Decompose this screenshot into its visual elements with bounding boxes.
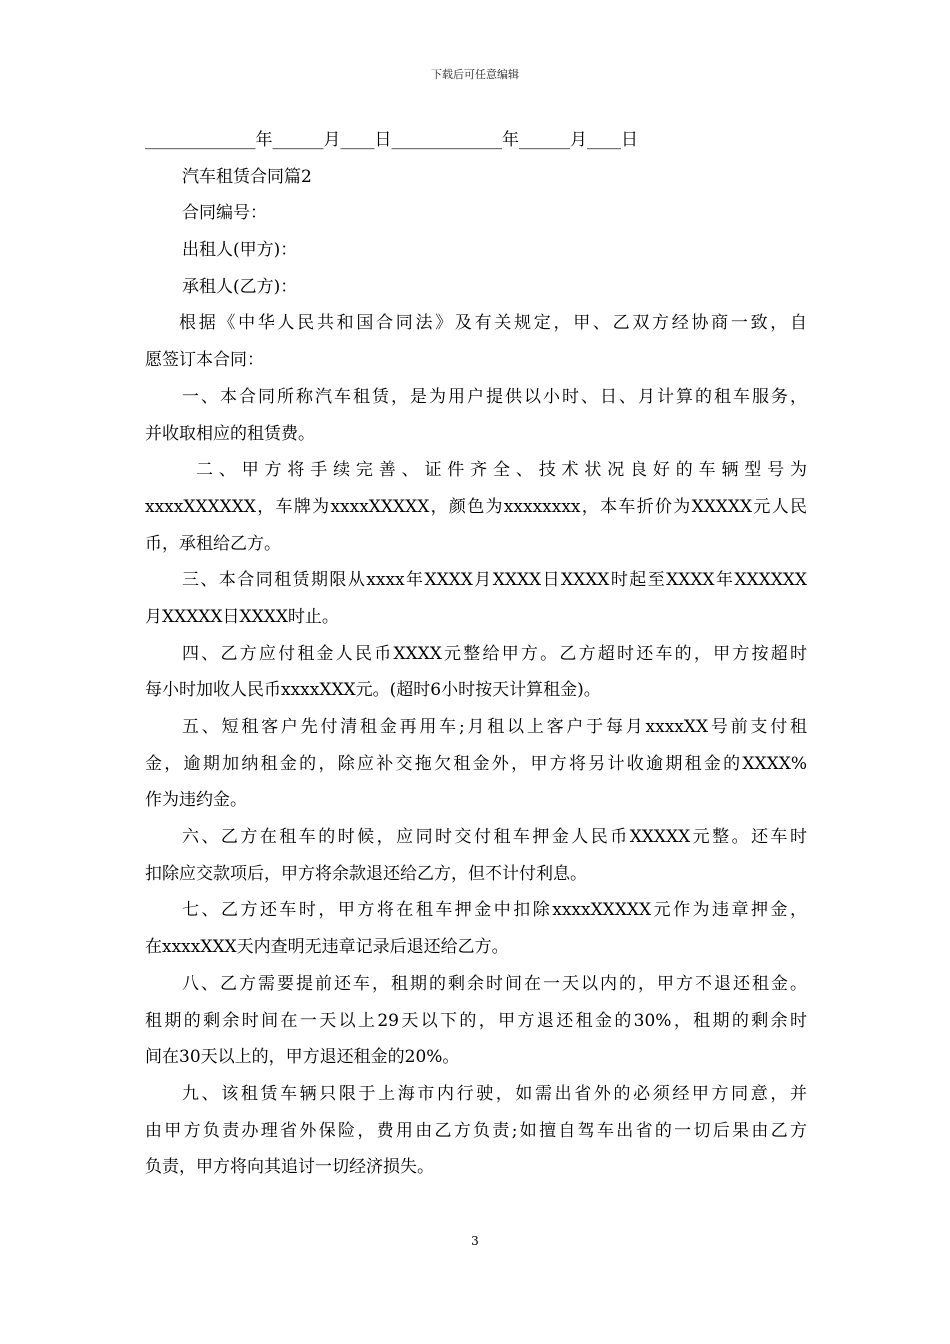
clause-1-line: 并收取相应的租赁费。 (145, 423, 315, 444)
clause-8-line: 八、乙方需要提前还车，租期的剩余时间在一天以内的，甲方不退还租金。 (182, 973, 807, 994)
lessor-label: 出租人(甲方)： (182, 240, 298, 261)
lessee-label: 承租人(乙方)： (182, 276, 298, 297)
contract-title: 汽车租赁合同篇2 (182, 166, 312, 187)
clause-6-line: 六、乙方在租车的时候，应同时交付租车押金人民币XXXXX元整。还车时 (182, 827, 807, 848)
clause-1-line: 一、本合同所称汽车租赁，是为用户提供以小时、日、月计算的租车服务， (182, 386, 807, 407)
paragraph-preamble-line: 愿签订本合同： (145, 350, 264, 371)
clause-3-line: 月XXXXX日XXXX时止。 (145, 606, 339, 627)
clause-2-line: 二、甲方将手续完善、证件齐全、技术状况良好的车辆型号为 (196, 460, 807, 481)
signature-date-line: _____________年______月____日_____________年______月____日 (145, 130, 638, 150)
clause-4-line: 每小时加收人民币xxxxXXX元。(超时6小时按天计算租金)。 (145, 680, 601, 701)
page-header: 下载后可任意编辑 (431, 68, 519, 81)
contract-number-label: 合同编号： (182, 203, 267, 224)
document-body (145, 122, 807, 1186)
clause-5-line: 金，逾期加纳租金的，除应补交拖欠租金外，甲方将另计收逾期租金的XXXX% (145, 753, 807, 774)
clause-9-line: 九、该租赁车辆只限于上海市内行驶，如需出省外的必须经甲方同意，并 (182, 1083, 807, 1104)
clause-6-line: 扣除应交款项后，甲方将余款退还给乙方，但不计付利息。 (145, 863, 587, 884)
clause-2-line: 币，承租给乙方。 (145, 533, 281, 554)
clause-3-line: 三、本合同租赁期限从xxxx年XXXX月XXXX日XXXX时起至XXXX年XXXXXX (182, 570, 807, 591)
clause-5-line: 作为违约金。 (145, 790, 247, 811)
clause-9-line: 由甲方负责办理省外保险，费用由乙方负责;如擅自驾车出省的一切后果由乙方 (145, 1120, 807, 1141)
clause-4-line: 四、乙方应付租金人民币XXXX元整给甲方。乙方超时还车的，甲方按超时 (182, 643, 807, 664)
clause-9-line: 负责，甲方将向其追讨一切经济损失。 (145, 1157, 434, 1178)
clause-8-line: 租期的剩余时间在一天以上29天以下的，甲方退还租金的30%，租期的剩余时 (145, 1010, 807, 1031)
page-number: 3 (471, 1234, 479, 1248)
clause-8-line: 间在30天以上的，甲方退还租金的20%。 (145, 1047, 460, 1068)
clause-7-line: 七、乙方还车时，甲方将在租车押金中扣除xxxxXXXXX元作为违章押金， (182, 900, 807, 921)
clause-2-line: xxxxXXXXXX，车牌为xxxxXXXXX，颜色为xxxxxxxx，本车折价为XXXXX元人民 (145, 496, 807, 517)
clause-7-line: 在xxxxXXX天内查明无违章记录后退还给乙方。 (145, 937, 509, 958)
paragraph-preamble-line: 根据《中华人民共和国合同法》及有关规定，甲、乙双方经协商一致，自 (179, 313, 807, 334)
clause-5-line: 五、短租客户先付清租金再用车;月租以上客户于每月xxxxXX号前支付租 (182, 717, 807, 737)
